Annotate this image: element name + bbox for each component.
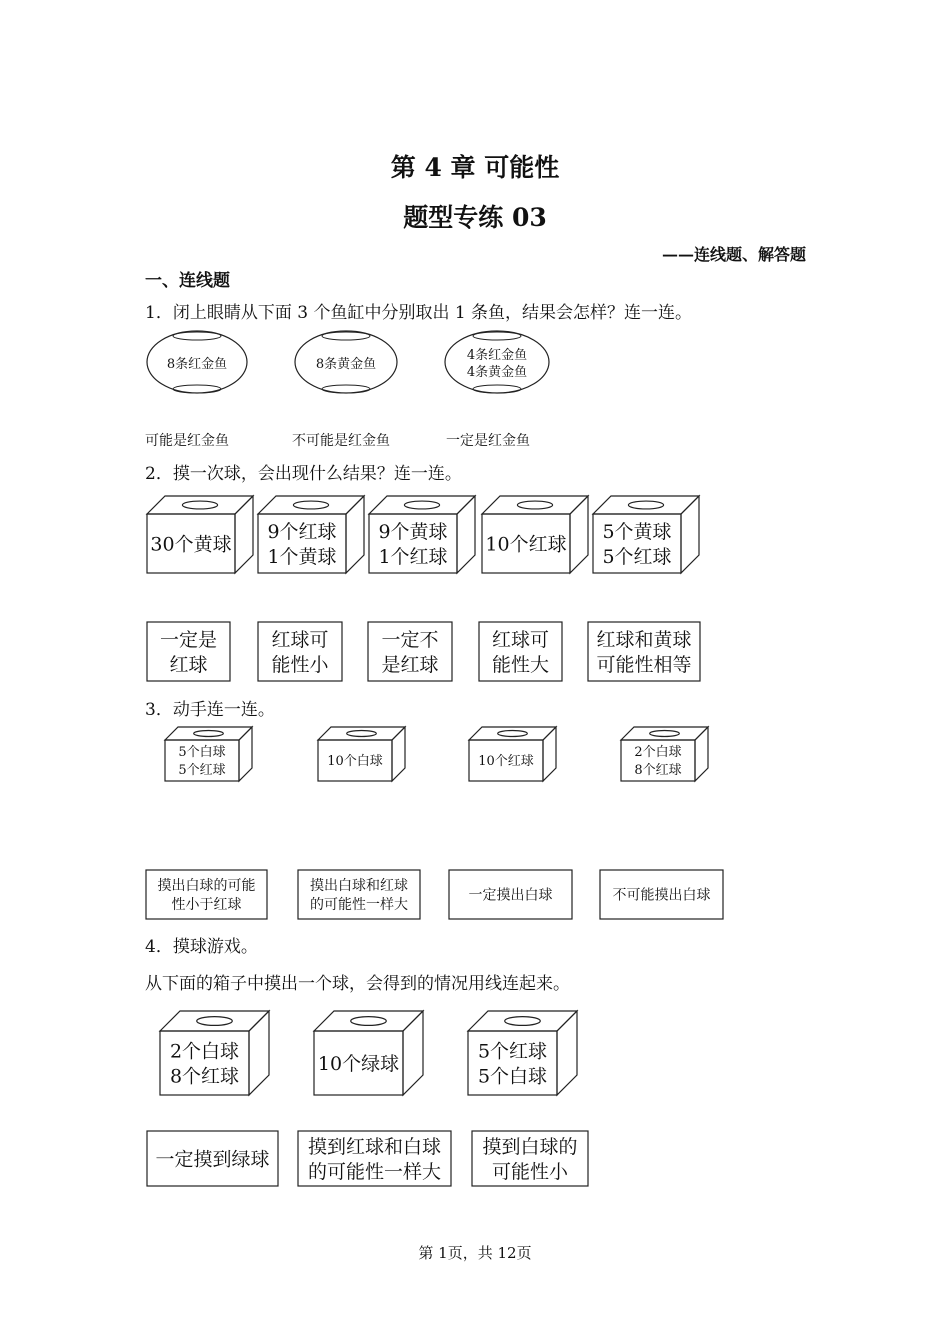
q3-box-4-label: 2个白球: [634, 745, 682, 761]
q4-box-2-label: 10个绿球: [317, 1052, 400, 1075]
topic-subtitle: ——连线题、解答题: [661, 245, 806, 264]
fish-tank-1-label: 8条红金鱼: [166, 357, 228, 372]
q4-box-2: [314, 1011, 423, 1095]
q1-answer-3: 一定是红金鱼: [446, 433, 530, 449]
q2-box-5-label: 5个红球: [602, 545, 672, 568]
q2-box-5-label: 5个黄球: [602, 520, 672, 543]
q4-answer-1-label: 一定摸到绿球: [155, 1148, 270, 1171]
q2-answer-5-label: 可能性相等: [596, 653, 692, 676]
section-heading: 一、连线题: [145, 271, 230, 291]
q2-box-1-label: 30个黄球: [150, 533, 232, 556]
q4-box-1: [160, 1011, 269, 1095]
q2-answer-4-label: 红球可: [491, 628, 550, 651]
q2-answer-2-label: 红球可: [271, 628, 329, 651]
question-3-text: 3．动手连一连。: [145, 700, 275, 720]
q3-answer-4-label: 不可能摸出白球: [612, 887, 711, 904]
q3-box-1-label: 5个白球: [178, 745, 226, 761]
fish-tank-3-label-line2: 4条黄金鱼: [466, 365, 528, 380]
q3-box-2-label: 10个白球: [327, 754, 383, 770]
q4-answer-3: [472, 1131, 588, 1186]
q2-answer-1-label: 红球: [169, 653, 208, 676]
q2-box-3-label: 9个黄球: [378, 520, 448, 543]
q2-box-2-label: 1个黄球: [267, 545, 337, 568]
q4-answer-2: [298, 1131, 451, 1186]
q2-answer-4-label: 能性大: [491, 653, 550, 676]
page-footer: 第 1页，共 12页: [418, 1244, 532, 1262]
q4-answer-2-label: 的可能性一样大: [307, 1160, 442, 1183]
q2-answer-3-label: 一定不: [381, 628, 439, 651]
q4-answer-3-label: 可能性小: [491, 1160, 569, 1183]
q3-answer-2-label: 摸出白球和红球: [310, 878, 408, 895]
q2-answer-5-label: 红球和黄球: [596, 628, 692, 651]
q3-box-3-label: 10个红球: [478, 754, 534, 770]
question-4-text: 4．摸球游戏。: [145, 937, 258, 957]
question-2-text: 2．摸一次球，会出现什么结果？连一连。: [145, 464, 462, 484]
q4-answer-3-label: 摸到白球的: [482, 1135, 578, 1158]
q4-answer-1: [147, 1131, 278, 1186]
question-4-instruction: 从下面的箱子中摸出一个球，会得到的情况用线连起来。: [145, 974, 570, 994]
q3-answer-3-label: 一定摸出白球: [468, 887, 553, 904]
q2-box-2-label: 9个红球: [267, 520, 337, 543]
exercise-title: 题型专练 03: [403, 203, 547, 232]
q4-answer-2-label: 摸到红球和白球: [307, 1135, 442, 1158]
q3-box-1-label: 5个红球: [178, 763, 226, 779]
q1-answer-2: 不可能是红金鱼: [292, 433, 390, 449]
q3-answer-1-label: 性小于红球: [171, 897, 242, 914]
q1-answer-1: 可能是红金鱼: [145, 433, 229, 449]
q3-answer-1-label: 摸出白球的可能: [157, 878, 256, 895]
q2-answer-1-label: 一定是: [159, 628, 218, 651]
q3-box-4-label: 8个红球: [634, 763, 682, 779]
q2-answer-3-label: 是红球: [381, 653, 439, 676]
q2-box-4-label: 10个红球: [485, 533, 567, 556]
q2-box-3-label: 1个红球: [378, 545, 448, 568]
question-1-text: 1．闭上眼睛从下面 3 个鱼缸中分别取出 1 条鱼，结果会怎样？连一连。: [145, 303, 693, 323]
q3-answer-2-label: 的可能性一样大: [310, 897, 408, 914]
q4-box-3-label: 5个红球: [477, 1040, 548, 1063]
q4-box-3: [468, 1011, 577, 1095]
q4-box-3-label: 5个白球: [477, 1065, 548, 1088]
chapter-title: 第 4 章 可能性: [390, 153, 560, 182]
fish-tank-3-label-line1: 4条红金鱼: [466, 348, 528, 363]
fish-tank-2-label: 8条黄金鱼: [315, 357, 377, 372]
q4-box-1-label: 2个白球: [169, 1040, 240, 1063]
q2-answer-2-label: 能性小: [271, 653, 329, 676]
q4-box-1-label: 8个红球: [169, 1065, 240, 1088]
